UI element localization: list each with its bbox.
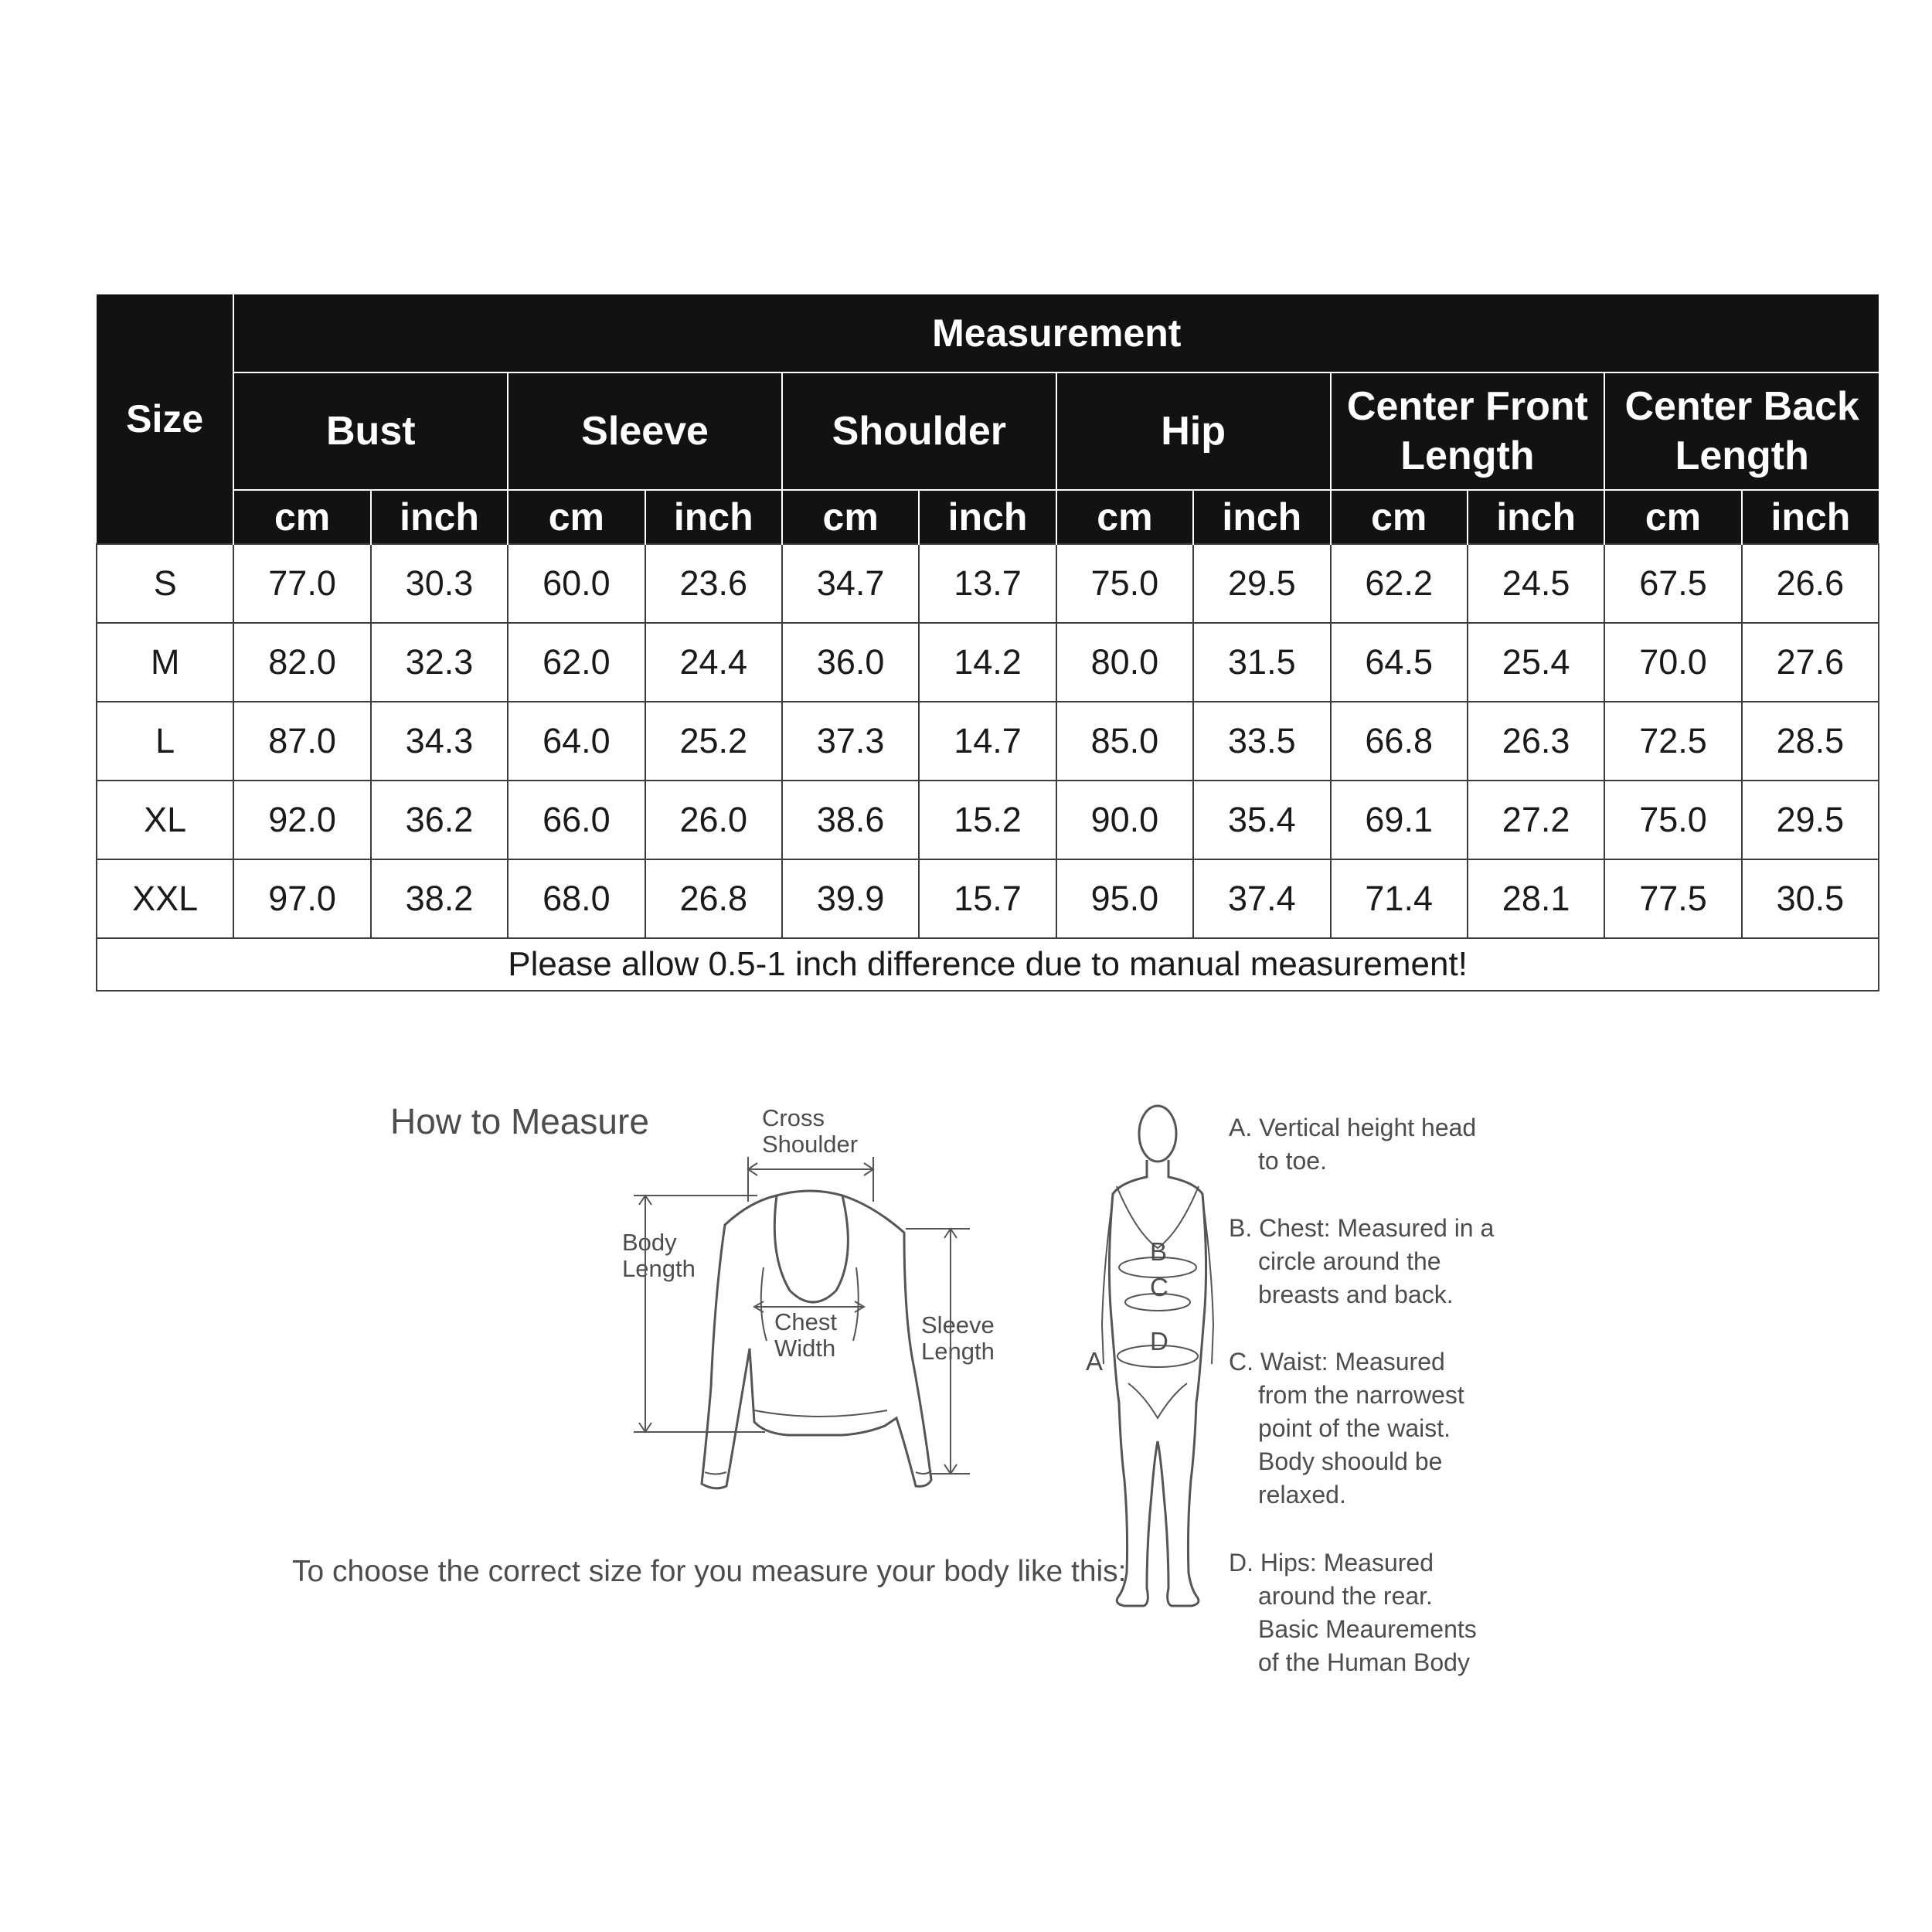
value-cell: 23.6 [645,544,782,623]
value-cell: 69.1 [1331,781,1468,859]
chest-width-label-2: Width [774,1335,836,1362]
human-body-icon [1102,1106,1213,1606]
note-line: point of the waist. [1258,1414,1451,1442]
measurement-note: Please allow 0.5-1 inch difference due to manual measurement! [97,938,1879,991]
value-cell: 66.8 [1331,702,1468,781]
value-cell: 77.0 [233,544,370,623]
value-cell: 26.8 [645,859,782,938]
value-cell: 15.2 [919,781,1056,859]
cross-shoulder-label-2: Shoulder [762,1131,859,1158]
sleeve-length-label-1: Sleeve [921,1311,995,1338]
value-cell: 24.4 [645,623,782,702]
value-cell: 36.0 [782,623,919,702]
value-cell: 38.6 [782,781,919,859]
value-cell: 92.0 [233,781,370,859]
value-cell: 28.5 [1742,702,1879,781]
value-cell: 14.2 [919,623,1056,702]
value-cell: 72.5 [1604,702,1741,781]
value-cell: 71.4 [1331,859,1468,938]
value-cell: 24.5 [1468,544,1604,623]
value-cell: 25.2 [645,702,782,781]
unit-header: inch [371,490,508,544]
table-row [97,544,1879,623]
note-line: C. Waist: Measured [1229,1348,1445,1376]
value-cell: 75.0 [1604,781,1741,859]
value-cell: 28.1 [1468,859,1604,938]
note-line: circle around the [1258,1247,1441,1275]
value-cell: 35.4 [1193,781,1330,859]
value-cell: 25.4 [1468,623,1604,702]
value-cell: 29.5 [1193,544,1330,623]
table-row [97,702,1879,781]
group-header: Hip [1056,372,1331,490]
measure-instruction: To choose the correct size for you measure your body like this: [292,1555,1127,1588]
size-cell: XXL [97,859,233,938]
value-cell: 82.0 [233,623,370,702]
note-line: B. Chest: Measured in a [1229,1214,1495,1242]
value-cell: 29.5 [1742,781,1879,859]
value-cell: 31.5 [1193,623,1330,702]
value-cell: 36.2 [371,781,508,859]
note-line: A. Vertical height head [1229,1114,1477,1141]
value-cell: 66.0 [508,781,645,859]
body-length-label-1: Body [622,1229,677,1256]
value-cell: 39.9 [782,859,919,938]
cross-shoulder-arrow-icon [748,1157,873,1202]
note-line: Basic Meaurements [1258,1615,1477,1643]
value-cell: 70.0 [1604,623,1741,702]
group-header: Sleeve [508,372,782,490]
note-row [97,938,1879,991]
group-header: Shoulder [782,372,1056,490]
size-chart-table [96,294,1879,992]
value-cell: 67.5 [1604,544,1741,623]
value-cell: 32.3 [371,623,508,702]
group-header: Center Back Length [1604,372,1879,490]
value-cell: 77.5 [1604,859,1741,938]
note-line: around the rear. [1258,1582,1433,1610]
value-cell: 27.6 [1742,623,1879,702]
value-cell: 62.0 [508,623,645,702]
unit-header: cm [1604,490,1741,544]
value-cell: 87.0 [233,702,370,781]
value-cell: 62.2 [1331,544,1468,623]
note-line: from the narrowest [1258,1381,1464,1409]
note-line: relaxed. [1258,1481,1346,1509]
value-cell: 15.7 [919,859,1056,938]
value-cell: 34.3 [371,702,508,781]
value-cell: 64.0 [508,702,645,781]
value-cell: 37.4 [1193,859,1330,938]
value-cell: 85.0 [1056,702,1193,781]
value-cell: 30.3 [371,544,508,623]
unit-header: cm [1331,490,1468,544]
body-marker-d: D [1150,1327,1168,1355]
unit-header: cm [1056,490,1193,544]
value-cell: 97.0 [233,859,370,938]
value-cell: 26.6 [1742,544,1879,623]
measurement-notes [1229,1114,1494,1676]
value-cell: 80.0 [1056,623,1193,702]
unit-header: inch [919,490,1056,544]
note-line: of the Human Body [1258,1648,1470,1676]
size-cell: M [97,623,233,702]
value-cell: 37.3 [782,702,919,781]
group-header: Bust [233,372,508,490]
value-cell: 30.5 [1742,859,1879,938]
value-cell: 68.0 [508,859,645,938]
body-marker-c: C [1150,1273,1168,1301]
value-cell: 14.7 [919,702,1056,781]
table-row [97,859,1879,938]
group-header: Center Front Length [1331,372,1605,490]
value-cell: 26.3 [1468,702,1604,781]
body-marker-a: A [1086,1347,1104,1376]
table-row [97,623,1879,702]
table-row [97,781,1879,859]
note-line: to toe. [1258,1147,1327,1175]
unit-header: cm [508,490,645,544]
value-cell: 60.0 [508,544,645,623]
chest-width-label-1: Chest [774,1308,837,1335]
unit-header: cm [233,490,370,544]
size-header: Size [97,294,233,544]
measurement-header: Measurement [233,294,1879,372]
unit-header: cm [782,490,919,544]
unit-header: inch [1468,490,1604,544]
note-line: Body shoould be [1258,1447,1443,1475]
guide-title: How to Measure [390,1101,649,1141]
note-line: breasts and back. [1258,1281,1454,1308]
unit-header: inch [1742,490,1879,544]
value-cell: 38.2 [371,859,508,938]
body-length-label-2: Length [622,1255,696,1282]
value-cell: 13.7 [919,544,1056,623]
cross-shoulder-label-1: Cross [762,1104,825,1131]
size-cell: S [97,544,233,623]
body-marker-b: B [1150,1237,1168,1266]
size-cell: XL [97,781,233,859]
size-cell: L [97,702,233,781]
value-cell: 33.5 [1193,702,1330,781]
value-cell: 95.0 [1056,859,1193,938]
value-cell: 27.2 [1468,781,1604,859]
how-to-measure-illustration [232,1078,1507,1696]
value-cell: 64.5 [1331,623,1468,702]
unit-header: inch [1193,490,1330,544]
sleeve-length-label-2: Length [921,1338,995,1365]
value-cell: 90.0 [1056,781,1193,859]
unit-header: inch [645,490,782,544]
value-cell: 75.0 [1056,544,1193,623]
value-cell: 34.7 [782,544,919,623]
value-cell: 26.0 [645,781,782,859]
note-line: D. Hips: Measured [1229,1549,1434,1577]
